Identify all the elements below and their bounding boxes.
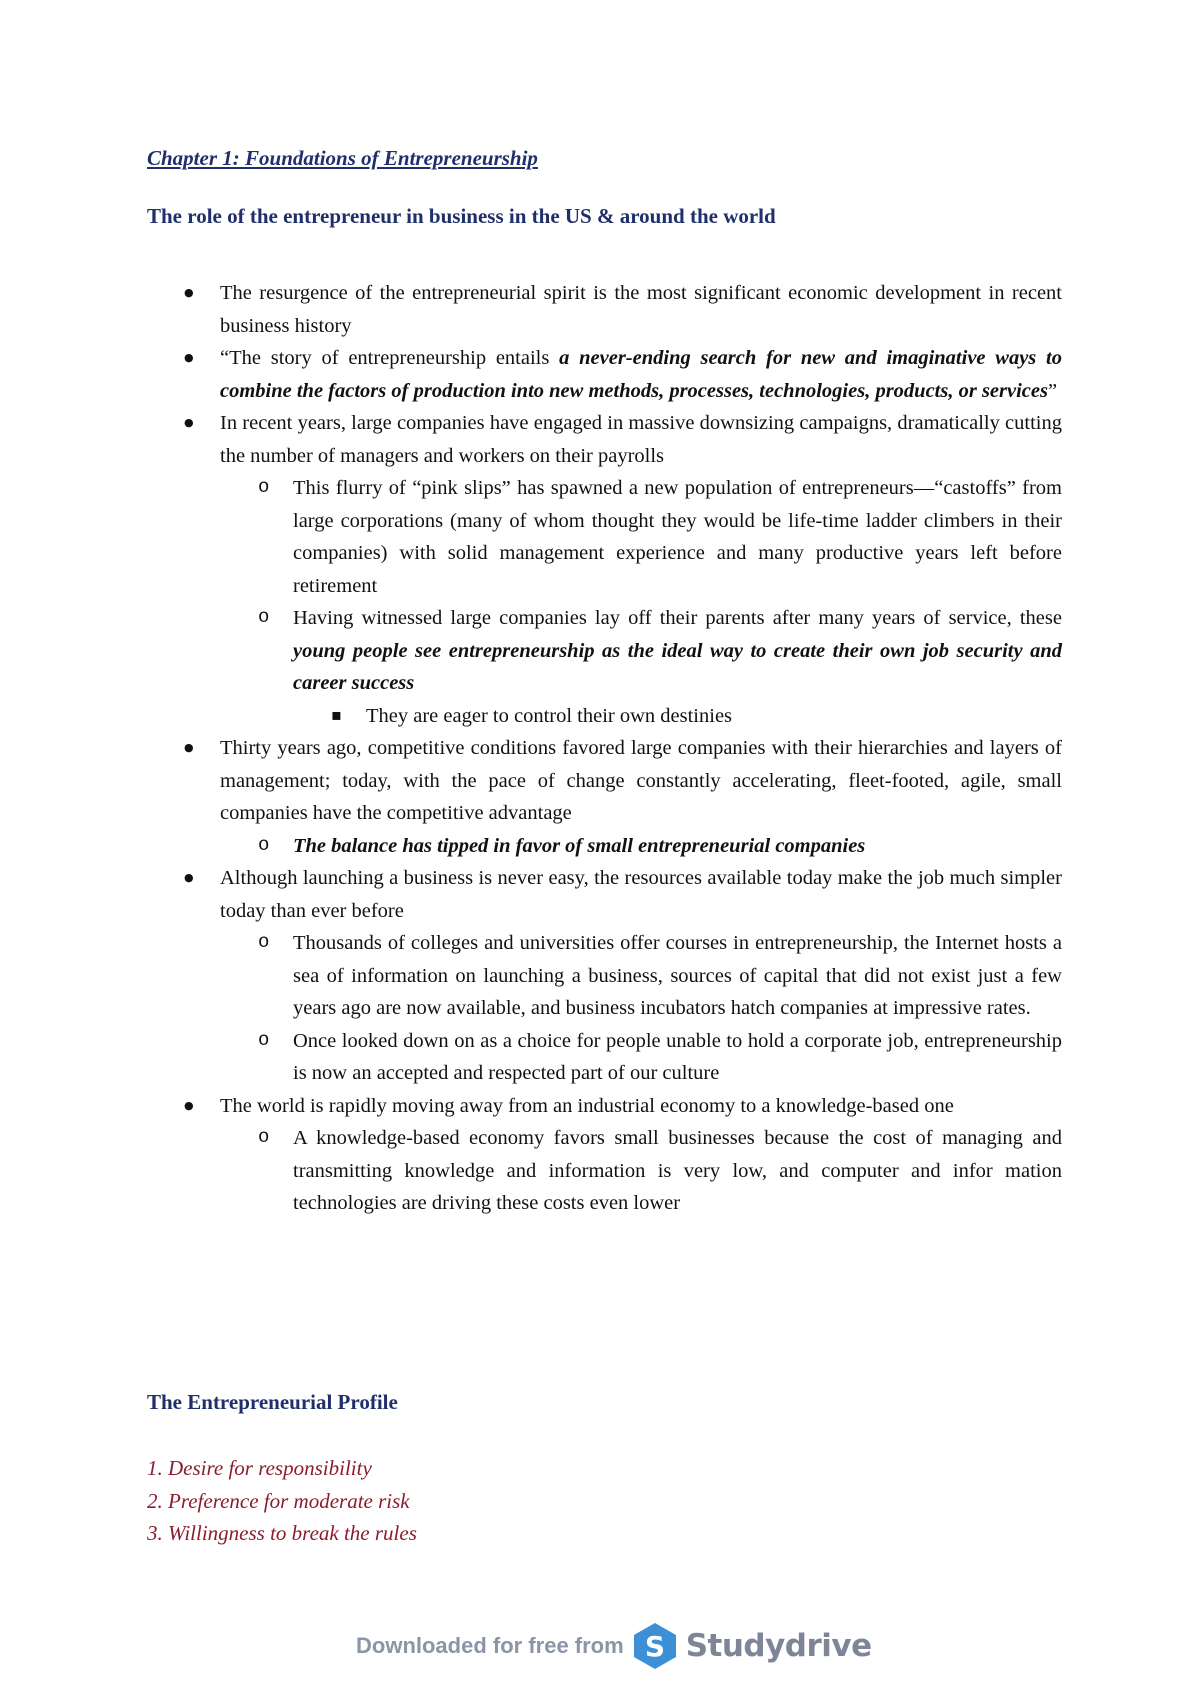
sub-bullet-item xyxy=(220,927,1062,1025)
footer-brand: Studydrive xyxy=(685,1628,872,1664)
sub-bullet-list xyxy=(220,472,1062,732)
bullet-list xyxy=(147,277,1062,1220)
main-content xyxy=(147,277,1062,1220)
bullet-item xyxy=(147,407,1062,732)
sub-bullet-item xyxy=(220,830,1062,863)
bullet-text: The resurgence of the entrepreneurial spirit is the most significant economic development in recent business history xyxy=(220,282,1062,337)
footer-watermark[interactable] xyxy=(356,1618,876,1674)
profile-item: 1. Desire for responsibility xyxy=(147,1456,372,1480)
bullet-item xyxy=(147,862,1062,1090)
bullet-text: Thirty years ago, competitive conditions favored large companies with their hierarchies and layers of management; today, with the pace of change constantly accelerating, fleet-footed, agile, small companies have the competitive advantage xyxy=(220,737,1062,824)
sub-bullet-text: Thousands of colleges and universities offer courses in entrepreneurship, the Internet hosts a sea of information on launching a business, sources of capital that did not exist just a few years ago are now available, and business incubators hatch companies at impressive rates. xyxy=(293,932,1062,1019)
sub-bullet-item xyxy=(220,472,1062,602)
section-heading-profile: The Entrepreneurial Profile xyxy=(147,1390,398,1414)
bullet-text: The world is rapidly moving away from an industrial economy to a knowledge-based one xyxy=(220,1094,954,1117)
sub-sub-bullet-list xyxy=(293,700,1062,733)
bullet-emphasis: a never-ending search for new and imaginative ways to combine the factors of production into new methods, processes, technologies, products, or services xyxy=(220,347,1062,402)
bullet-text: In recent years, large companies have engaged in massive downsizing campaigns, dramatically cutting the number of managers and workers on their payrolls xyxy=(220,412,1062,467)
bullet-text: Although launching a business is never easy, the resources available today make the job much simpler today than ever before xyxy=(220,867,1062,922)
sub-bullet-item xyxy=(220,1025,1062,1090)
sub-bullet-text: A knowledge-based economy favors small businesses because the cost of managing and transmitting knowledge and information is very low, and computer and infor mation technologies are driving these costs even lower xyxy=(293,1127,1062,1214)
bullet-item xyxy=(147,732,1062,862)
studydrive-logo-icon xyxy=(632,1621,678,1671)
bullet-item xyxy=(147,342,1062,407)
sub-bullet-item xyxy=(220,602,1062,732)
sub-bullet-list xyxy=(220,1122,1062,1220)
section-heading-role: The role of the entrepreneur in business in the US & around the world xyxy=(147,204,776,228)
chapter-title: Chapter 1: Foundations of Entrepreneurship xyxy=(147,146,538,170)
sub-bullet-text: Having witnessed large companies lay off their parents after many years of service, these xyxy=(293,607,1062,629)
footer-text: Downloaded for free from xyxy=(356,1633,624,1658)
sub-bullet-text: Once looked down on as a choice for people unable to hold a corporate job, entrepreneurship is now an accepted and respected part of our culture xyxy=(293,1029,1062,1084)
sub-bullet-list xyxy=(220,927,1062,1090)
profile-item: 2. Preference for moderate risk xyxy=(147,1488,410,1513)
profile-item: 3. Willingness to break the rules xyxy=(147,1521,417,1545)
bullet-text: ” xyxy=(1047,379,1058,402)
profile-list xyxy=(147,1452,417,1550)
bullet-item xyxy=(147,1090,1062,1220)
sub-bullet-item xyxy=(220,1122,1062,1220)
logo-letter: S xyxy=(644,1630,665,1663)
bullet-text: “The story of entrepreneurship entails xyxy=(220,347,560,369)
sub-bullet-emphasis: young people see entrepreneurship as the ideal way to create their own job security and career success xyxy=(293,639,1062,694)
sub-sub-bullet-text: They are eager to control their own destinies xyxy=(366,704,733,727)
sub-bullet-text: This flurry of “pink slips” has spawned a new population of entrepreneurs—“castoffs” from large corporations (many of whom thought they would be life-time ladder climbers in their companies) with solid management experience and many productive years left before retirement xyxy=(293,477,1062,597)
sub-bullet-emphasis: The balance has tipped in favor of small entrepreneurial companies xyxy=(293,834,866,857)
bullet-item xyxy=(147,277,1062,342)
sub-sub-bullet-item xyxy=(293,700,1062,733)
sub-bullet-list xyxy=(220,830,1062,863)
